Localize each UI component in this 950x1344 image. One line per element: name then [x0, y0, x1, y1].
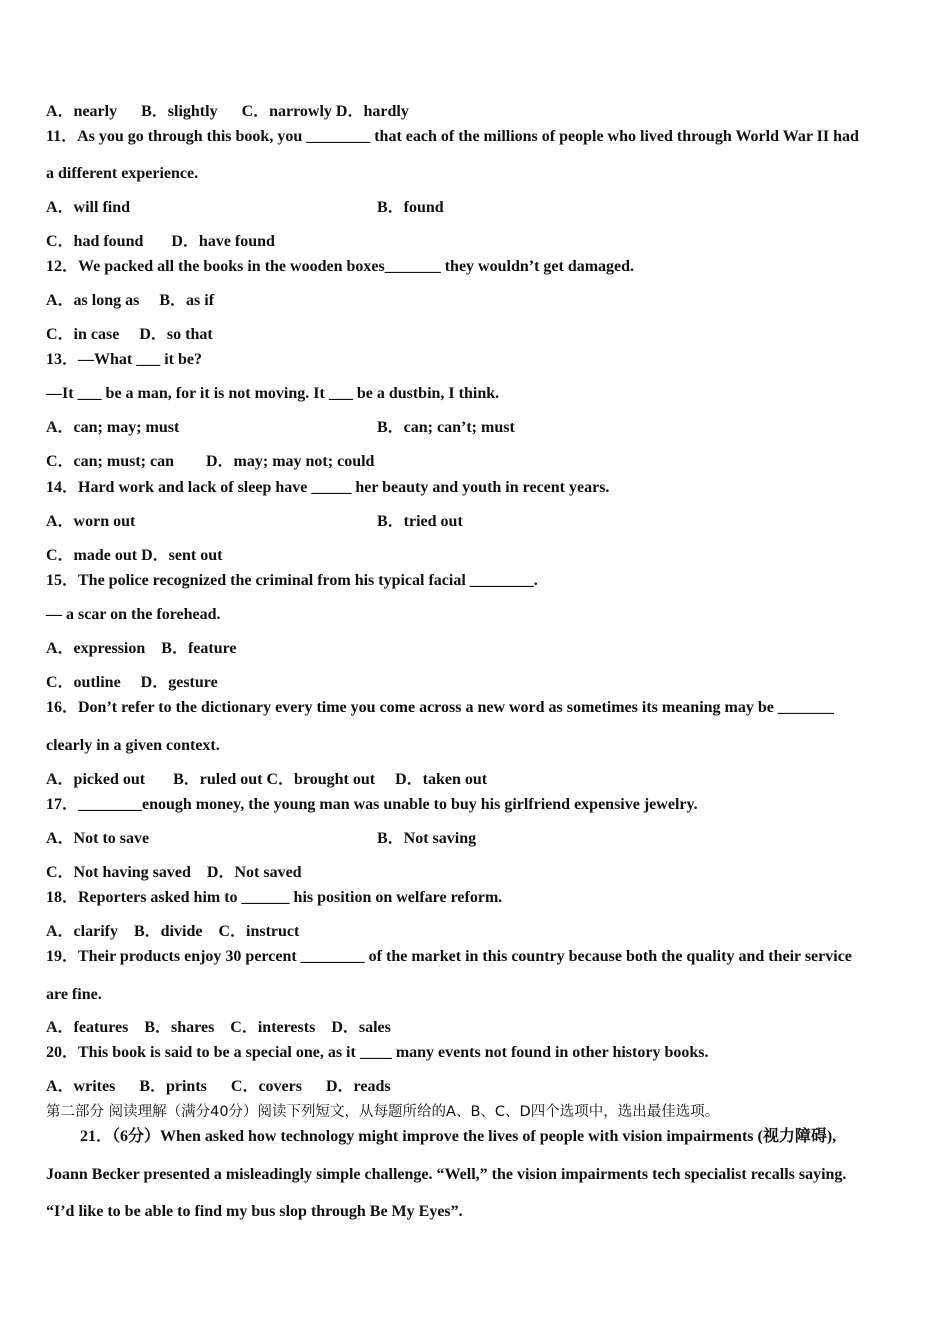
- q15-options-cd: C．outline D．gesture: [46, 674, 218, 691]
- q12-options-cd: C．in case D．so that: [46, 326, 213, 343]
- part2-heading: 第二部分 阅读理解（满分40分）阅读下列短文，从每题所给的A、B、C、D四个选项中，选出最佳选项。: [46, 1104, 720, 1120]
- q14-stem: 14．Hard work and lack of sleep have _____ her beauty and youth in recent years.: [46, 479, 610, 496]
- q16-options: A．picked out B．ruled out C．brought out D．taken out: [46, 771, 488, 788]
- q15-stem: 15．The police recognized the criminal from his typical facial ________.: [46, 572, 538, 589]
- q12-stem: 12．We packed all the books in the wooden boxes_______ they wouldn’t get damaged.: [46, 258, 635, 275]
- q17-stem: 17．________enough money, the young man was unable to buy his girlfriend expensive jewelry.: [46, 796, 698, 813]
- q16-stem: 16．Don’t refer to the dictionary every time you come across a new word as sometimes its meaning may be _______: [46, 699, 834, 716]
- q15-stem-cont: — a scar on the forehead.: [46, 606, 221, 623]
- q20-stem: 20．This book is said to be a special one, as it ____ many events not found in other history books.: [46, 1044, 709, 1061]
- q21-passage-line-1: 21．（6分）When asked how technology might improve the lives of people with vision impairments (视力障碍),: [80, 1128, 837, 1145]
- q14-option-b: B．tried out: [377, 513, 463, 530]
- q17-option-a: A．Not to save: [46, 830, 150, 847]
- q21-passage-line-2: Joann Becker presented a misleadingly simple challenge. “Well,” the vision impairments tech specialist recalls saying.: [46, 1166, 847, 1183]
- q11-stem-cont: a different experience.: [46, 165, 199, 182]
- q14-option-a: A．worn out: [46, 513, 136, 530]
- q13-stem: 13．—What ___ it be?: [46, 351, 203, 368]
- q11-option-b: B．found: [377, 199, 444, 216]
- q13-stem-cont: —It ___ be a man, for it is not moving. It ___ be a dustbin, I think.: [46, 385, 500, 402]
- q11-options-cd: C．had found D．have found: [46, 233, 275, 250]
- q12-options-ab: A．as long as B．as if: [46, 292, 215, 309]
- q19-options: A．features B．shares C．interests D．sales: [46, 1019, 391, 1036]
- q20-options: A．writes B．prints C．covers D．reads: [46, 1078, 391, 1095]
- q11-stem: 11．As you go through this book, you ________ that each of the millions of people who lived through World War II had: [46, 128, 859, 145]
- q18-options: A．clarify B．divide C．instruct: [46, 923, 300, 940]
- q14-options-cd: C．made out D．sent out: [46, 547, 223, 564]
- q21-passage-line-3: “I’d like to be able to find my bus slop through Be My Eyes”.: [46, 1203, 463, 1220]
- q16-stem-cont: clearly in a given context.: [46, 737, 220, 754]
- q17-option-b: B．Not saving: [377, 830, 477, 847]
- q19-stem: 19．Their products enjoy 30 percent ________ of the market in this country because both the quality and their service: [46, 948, 852, 965]
- q19-stem-cont: are fine.: [46, 986, 102, 1003]
- q13-option-a: A．can; may; must: [46, 419, 180, 436]
- q17-options-cd: C．Not having saved D．Not saved: [46, 864, 302, 881]
- q15-options-ab: A．expression B．feature: [46, 640, 237, 657]
- q13-options-cd: C．can; must; can D．may; may not; could: [46, 453, 375, 470]
- q11-option-a: A．will find: [46, 199, 131, 216]
- q18-stem: 18．Reporters asked him to ______ his position on welfare reform.: [46, 889, 503, 906]
- q10-options: A．nearly B．slightly C．narrowly D．hardly: [46, 103, 409, 120]
- q13-option-b: B．can; can’t; must: [377, 419, 515, 436]
